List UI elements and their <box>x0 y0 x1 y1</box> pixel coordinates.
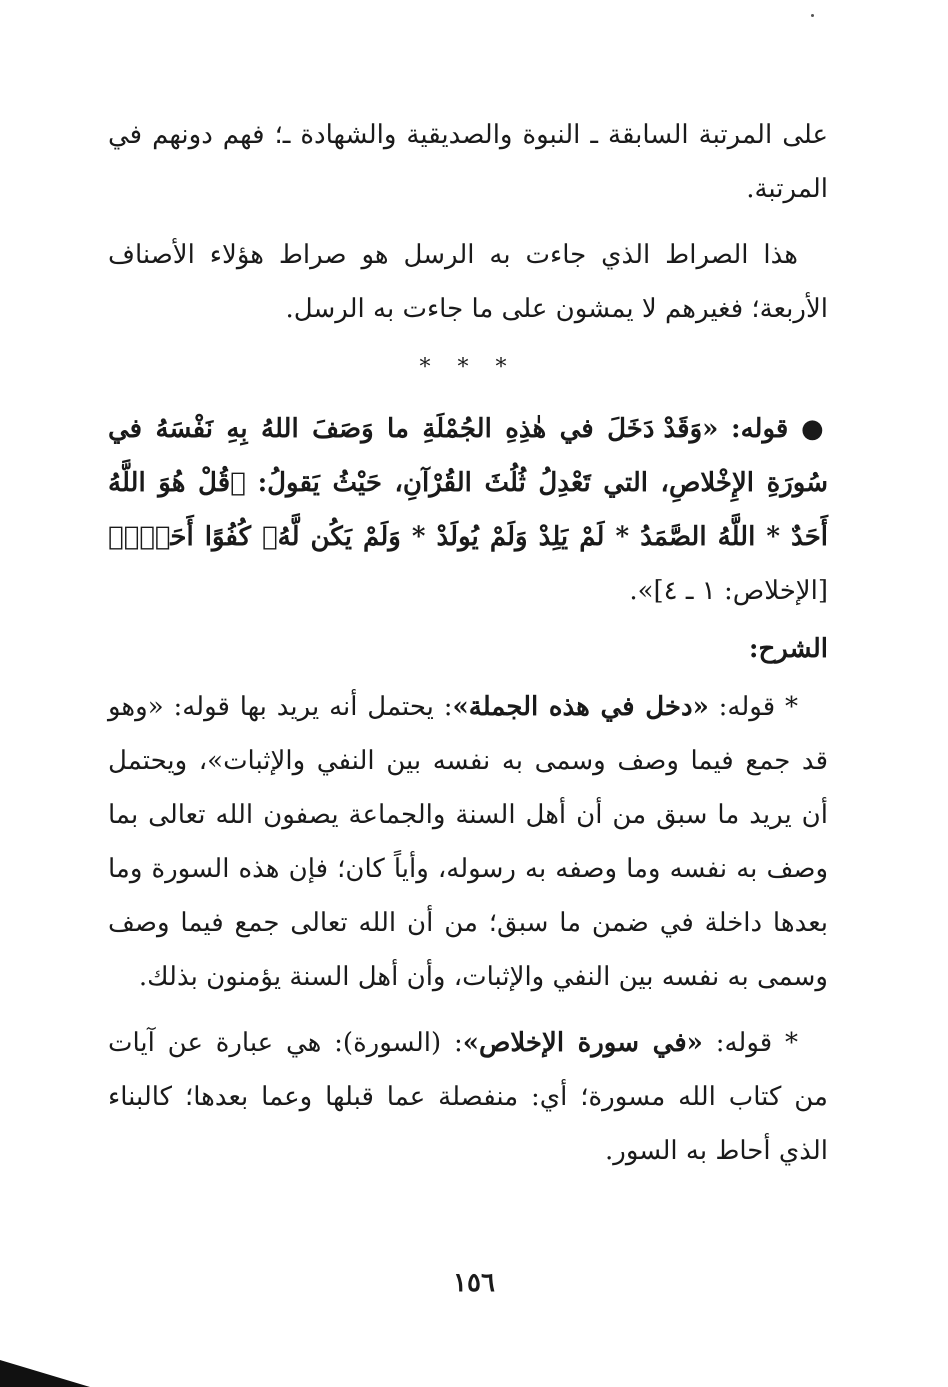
section-separator: * * * <box>419 355 517 380</box>
commentary-paragraph-1 <box>108 680 828 1004</box>
commentary-lead: قوله: <box>715 1028 773 1058</box>
commentary-text: : يحتمل أنه يريد بها قوله: «وهو قد جمع فيما وصف وسمى به نفسه بين النفي والإثبات»، ويحتمل أن يريد ما سبق من أن أهل السنة والجماعة يصفون الله تعالى بما وصف به نفسه وما وصفه به رسوله، وأياً كان؛ فإن هذه السورة وما بعدها داخلة في ضمن ما سبق؛ من أن الله تعالى جمع فيما وصف وسمى به نفسه بين النفي والإثبات، وأن أهل السنة يؤمنون بذلك. <box>108 692 828 992</box>
quran-verse: ﴿قُلْ هُوَ اللَّهُ أَحَدٌ * اللَّهُ الصَّمَدُ * لَمْ يَلِدْ وَلَمْ يُولَدْ * وَلَمْ يَكُن لَّهُۥ كُفُوًا أَحَدٌۢ﴾ <box>108 468 828 552</box>
commentary-paragraph-2 <box>108 1016 828 1178</box>
bullet-icon: ● <box>800 414 829 444</box>
matn-paragraph <box>108 402 828 618</box>
commentary-lead: قوله: <box>718 692 776 722</box>
commentary-text: : (السورة): هي عبارة عن آيات من كتاب الله مسورة؛ أي: منفصلة عما قبلها وعما بعدها؛ كالبناء الذي أحاط به السور. <box>108 1028 828 1166</box>
asterisk-icon: * <box>785 1028 799 1058</box>
sharh-heading: الشرح: <box>748 634 828 664</box>
paragraph-continuation: على المرتبة السابقة ـ النبوة والصديقية والشهادة ـ؛ فهم دونهم في المرتبة. <box>108 120 828 204</box>
page-speck <box>811 14 814 17</box>
matn-lead: قوله: <box>731 414 789 444</box>
page-body <box>108 108 828 1178</box>
paragraph-path-of-messengers: هذا الصراط الذي جاءت به الرسل هو صراط هؤلاء الأصناف الأربعة؛ فغيرهم لا يمشون على ما جاءت به الرسل. <box>108 240 828 324</box>
verse-reference: [الإخلاص: ١ ـ ٤]». <box>629 576 828 606</box>
commentary-quote: «في سورة الإخلاص» <box>462 1028 703 1058</box>
scan-edge-shadow <box>0 1356 90 1387</box>
matn-text: «وَقَدْ دَخَلَ في هٰذِهِ الجُمْلَةِ ما وَصَفَ اللهُ بِهِ نَفْسَهُ في سُورَةِ الإِخْلاصِ، التي تَعْدِلُ ثُلُثَ القُرْآنِ، حَيْثُ يَقولُ: <box>108 414 829 498</box>
page-number: ١٥٦ <box>453 1268 495 1298</box>
asterisk-icon: * <box>785 692 798 722</box>
commentary-quote: «دخل في هذه الجملة» <box>452 692 709 722</box>
